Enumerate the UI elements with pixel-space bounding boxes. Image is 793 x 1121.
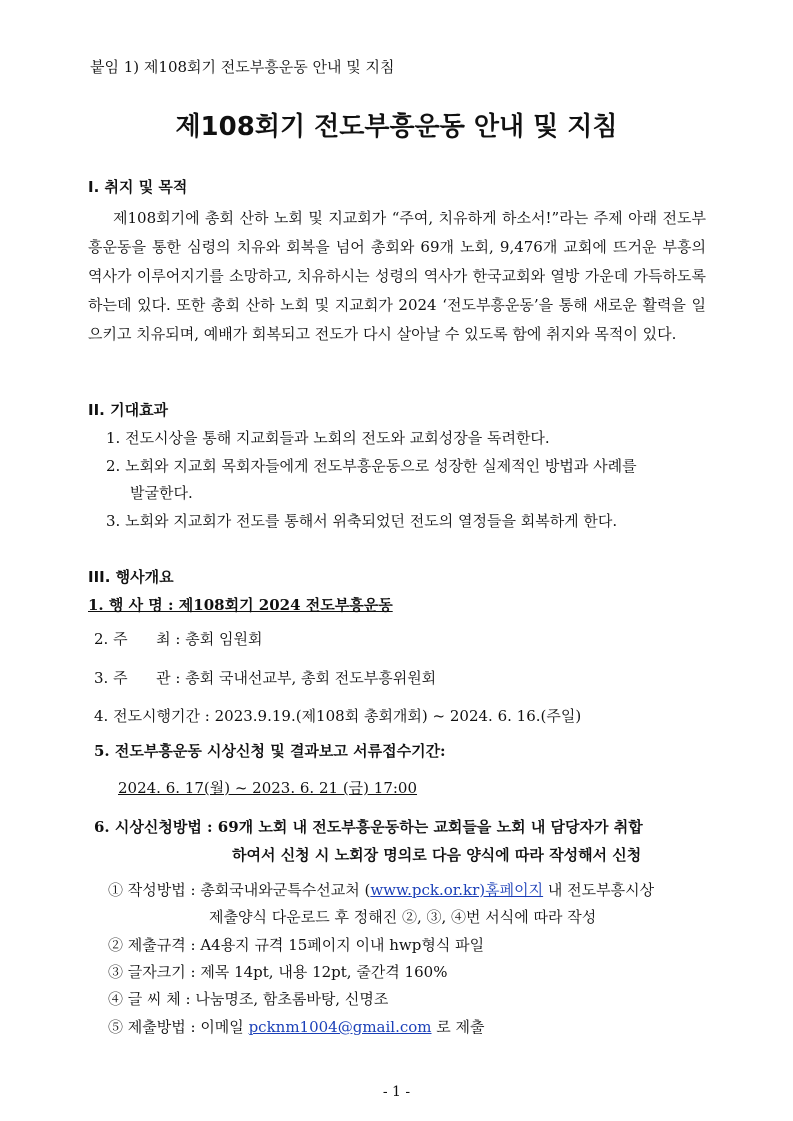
application-method-line1: 6. 시상신청방법 : 69개 노회 내 전도부흥운동하는 교회들을 노회 내 담당자가 취합 (94, 818, 643, 836)
section-2-heading: II. 기대효과 (88, 401, 169, 419)
event-host: 2. 주 최 : 총회 임원회 (94, 630, 263, 648)
page-number: - 1 - (382, 1084, 411, 1100)
event-period: 4. 전도시행기간 : 2023.9.19.(제108회 총회개회) ~ 2024. 6. 16.(주일) (94, 707, 582, 725)
application-method-line2: 하여서 신청 시 노회장 명의로 다음 양식에 따라 작성해서 신청 (232, 846, 642, 864)
effect-item-1: 1. 전도시상을 통해 지교회들과 노회의 전도와 교회성장을 독려한다. (106, 429, 550, 447)
pck-homepage-link[interactable]: www.pck.or.kr)홈페이지 (370, 881, 544, 899)
sub-item-3: ③ 글자크기 : 제목 14pt, 내용 12pt, 줄간격 160% (108, 963, 448, 981)
document-title: 제108회기 전도부흥운동 안내 및 지침 (175, 112, 618, 142)
effect-item-2: 2. 노회와 지교회 목회자들에게 전도부흥운동으로 성장한 실제적인 방법과 사례를 (106, 457, 637, 475)
sub-item-1-post: 내 전도부흥시상 (543, 881, 655, 899)
sub-item-5 (108, 1016, 485, 1037)
sub-item-2: ② 제출규격 : A4용지 규격 15페이지 이내 hwp형식 파일 (108, 936, 485, 954)
section-1-heading: I. 취지 및 목적 (88, 178, 188, 196)
attachment-line: 붙임 1) 제108회기 전도부흥운동 안내 및 지침 (90, 58, 395, 76)
sub-item-1-pre: ① 작성방법 : 총회국내와군특수선교처 ( (108, 881, 371, 899)
event-organizer: 3. 주 관 : 총회 국내선교부, 총회 전도부흥위원회 (94, 669, 437, 687)
sub-item-5-pre: ⑤ 제출방법 : 이메일 (108, 1018, 249, 1036)
sub-item-4: ④ 글 씨 체 : 나눔명조, 함초롬바탕, 신명조 (108, 990, 389, 1008)
section-3-heading: III. 행사개요 (88, 568, 174, 586)
effect-item-2-cont: 발굴한다. (130, 484, 193, 502)
event-name: 1. 행 사 명 : 제108회기 2024 전도부흥운동 (88, 596, 393, 614)
section-1-paragraph (88, 204, 706, 349)
application-period-date: 2024. 6. 17(월) ~ 2023. 6. 21 (금) 17:00 (118, 779, 418, 797)
sub-item-1 (108, 879, 654, 900)
purpose-text: 제108회기에 총회 산하 노회 및 지교회가 “주여, 치유하게 하소서!”라는 주제 아래 전도부흥운동을 통한 심령의 치유와 회복을 넘어 총회와 69개 노회, 9,476개 교회에 뜨거운 부흥의 역사가 이루어지기를 소망하고, 치유하시는 성령의 역사가 한국교회와 열방 가운데 가득하도록 하는데 있다. 또한 총회 산하 노회 및 지교회가 2024 ‘전도부흥운동’을 통해 새로운 활력을 일으키고 치유되며, 예배가 회복되고 전도가 다시 살아날 수 있도록 함에 취지와 목적이 있다. (88, 209, 706, 343)
application-period-label: 5. 전도부흥운동 시상신청 및 결과보고 서류접수기간: (94, 742, 446, 760)
email-link[interactable]: pcknm1004@gmail.com (248, 1018, 432, 1036)
sub-item-5-post: 로 제출 (431, 1018, 485, 1036)
effect-item-3: 3. 노회와 지교회가 전도를 통해서 위축되었던 전도의 열정들을 회복하게 한다. (106, 512, 618, 530)
sub-item-1-cont: 제출양식 다운로드 후 정해진 ②, ③, ④번 서식에 따라 작성 (209, 908, 597, 926)
